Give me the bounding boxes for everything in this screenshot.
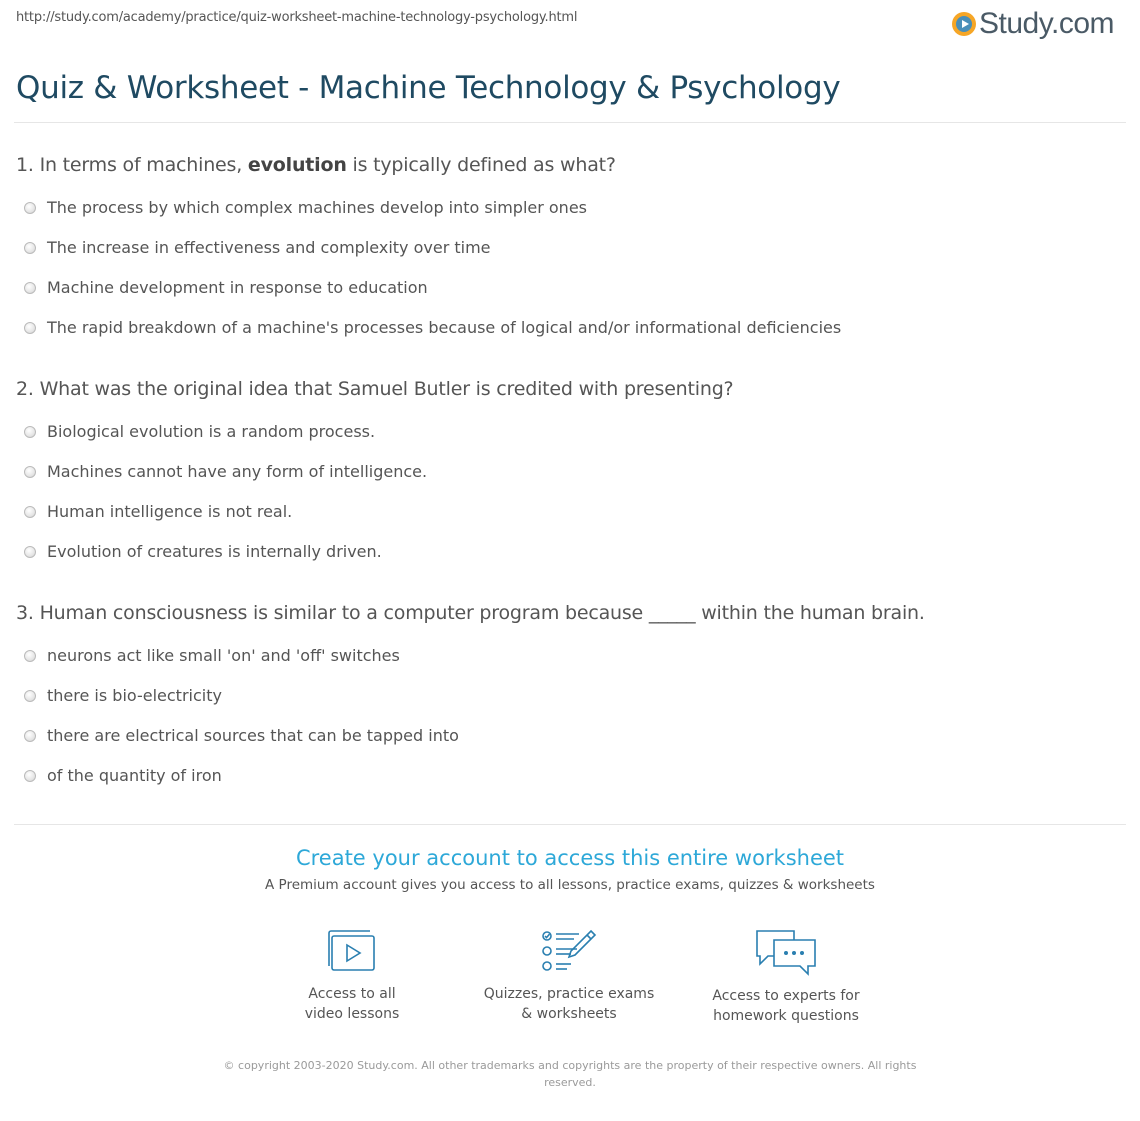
feature-label-line2: homework questions [713,1008,859,1024]
option-label: The rapid breakdown of a machine's processes because of logical and/or informational deficiencies [47,318,842,337]
option-label: Evolution of creatures is internally driven. [47,542,382,561]
cta-subtitle: A Premium account gives you access to all lessons, practice exams, quizzes & worksheets [265,877,875,893]
feature-label-line1: Access to all [308,986,396,1002]
option-label: of the quantity of iron [47,766,222,785]
logo-text: Study.com [979,7,1114,40]
feature-video-lessons [252,928,452,1024]
question-3-option-1[interactable] [24,646,400,665]
option-label: there are electrical sources that can be tapped into [47,726,459,745]
play-circle-icon [952,12,976,36]
question-1-keyword: evolution [247,154,347,176]
quiz-checklist-icon [541,928,597,974]
feature-quizzes [469,928,669,1024]
feature-experts [686,928,886,1026]
option-label: The process by which complex machines develop into simpler ones [47,198,587,217]
question-1-suffix: is typically defined as what? [346,154,616,176]
radio-button[interactable] [24,242,36,254]
feature-label-line2: & worksheets [521,1006,617,1022]
question-1-option-4[interactable] [24,318,841,337]
radio-button[interactable] [24,546,36,558]
option-label: Machines cannot have any form of intelligence. [47,462,428,481]
question-2-option-4[interactable] [24,542,382,561]
question-2-option-1[interactable] [24,422,375,441]
page-url: http://study.com/academy/practice/quiz-worksheet-machine-technology-psychology.html [16,10,578,25]
question-2-option-2[interactable] [24,462,427,481]
question-3-option-3[interactable] [24,726,459,745]
option-label: there is bio-electricity [47,686,222,705]
question-1-option-2[interactable] [24,238,491,257]
chat-bubbles-icon [754,928,818,976]
option-label: Machine development in response to education [47,278,428,297]
question-3-option-4[interactable] [24,766,222,785]
question-1-prefix: 1. In terms of machines, [16,154,248,176]
radio-button[interactable] [24,466,36,478]
question-1-option-3[interactable] [24,278,428,297]
option-label: neurons act like small 'on' and 'off' switches [47,646,400,665]
feature-label-line1: Quizzes, practice exams [483,986,655,1002]
option-label: The increase in effectiveness and complexity over time [47,238,491,257]
option-label: Biological evolution is a random process. [47,422,376,441]
question-2: 2. What was the original idea that Samuel Butler is credited with presenting? [16,378,734,400]
study-logo[interactable] [952,6,1114,42]
question-3-option-2[interactable] [24,686,222,705]
radio-button[interactable] [24,650,36,662]
question-2-option-3[interactable] [24,502,292,521]
title-divider [14,122,1126,123]
create-account-link[interactable]: Create your account to access this entire worksheet [295,846,845,870]
radio-button[interactable] [24,322,36,334]
question-1 [16,154,616,176]
option-label: Human intelligence is not real. [47,502,293,521]
radio-button[interactable] [24,690,36,702]
question-1-option-1[interactable] [24,198,587,217]
question-3: 3. Human consciousness is similar to a computer program because _____ within the human brain. [16,602,925,624]
radio-button[interactable] [24,202,36,214]
feature-label-line2: video lessons [304,1006,400,1022]
radio-button[interactable] [24,282,36,294]
video-lesson-icon [326,928,378,974]
radio-button[interactable] [24,506,36,518]
radio-button[interactable] [24,770,36,782]
page-title: Quiz & Worksheet - Machine Technology & Psychology [16,70,841,106]
section-divider [14,824,1126,825]
radio-button[interactable] [24,730,36,742]
feature-label-line1: Access to experts for [712,988,860,1004]
radio-button[interactable] [24,426,36,438]
copyright-notice: © copyright 2003-2020 Study.com. All other trademarks and copyrights are the property of their respective owners. All rights reserved. [223,1059,917,1089]
